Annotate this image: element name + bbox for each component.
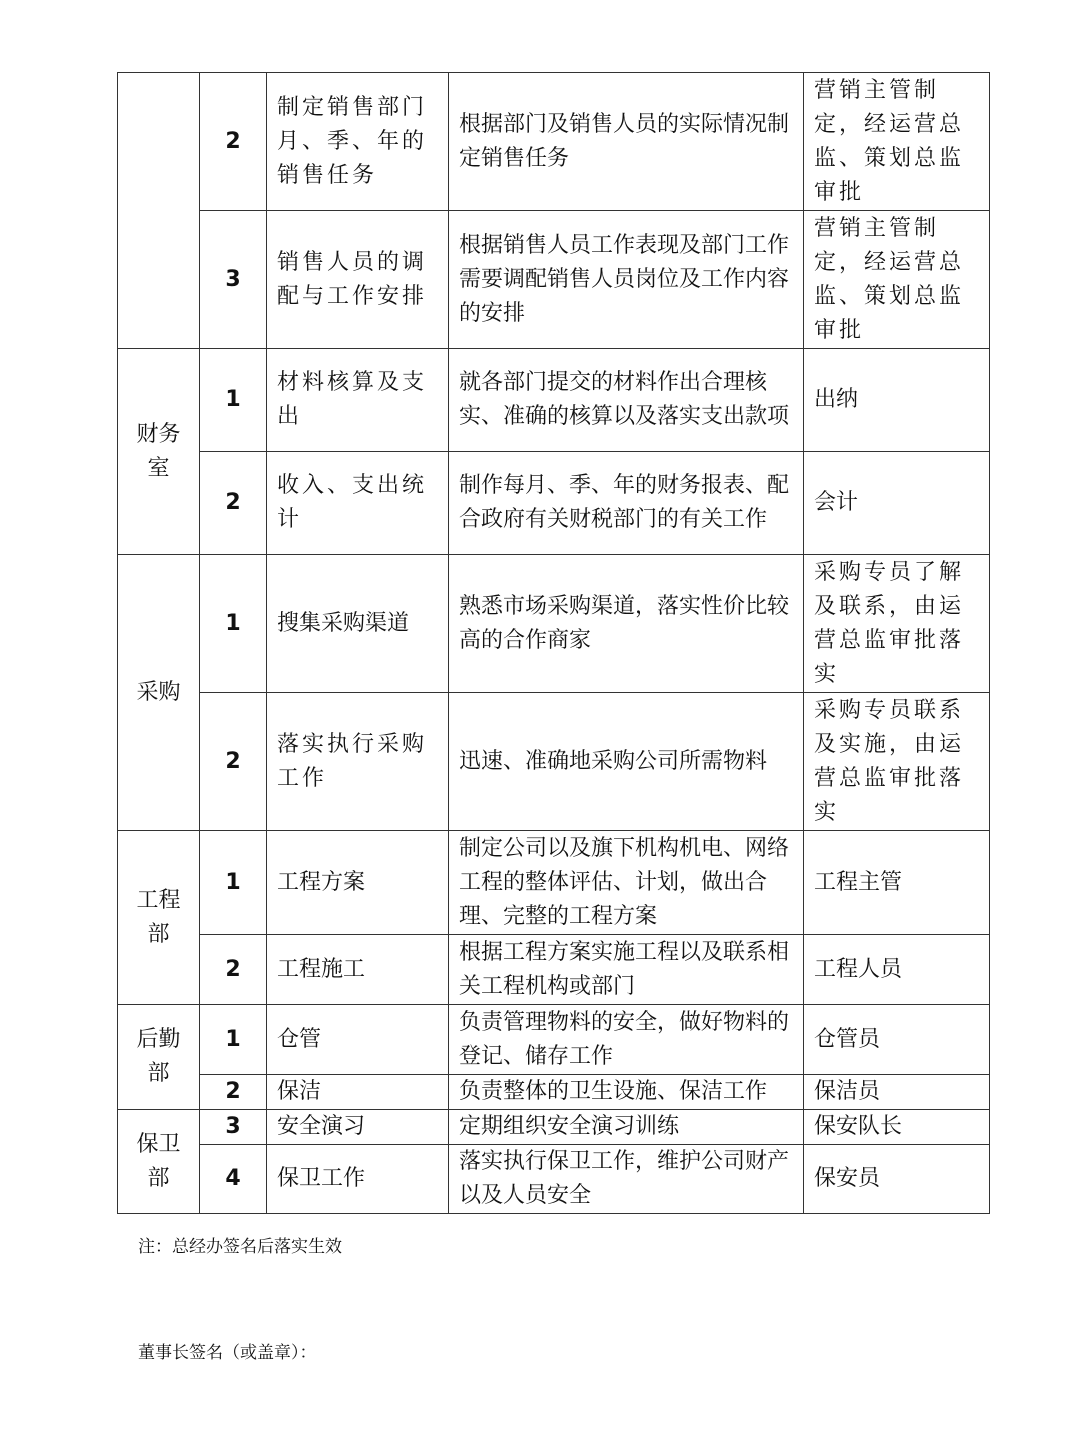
row-number: 4	[200, 1145, 267, 1214]
table-row	[118, 1075, 990, 1110]
dept-cell: 采购	[118, 555, 200, 831]
task-cell: 工程施工	[267, 935, 449, 1005]
responsible-cell: 会计	[804, 452, 990, 555]
responsible-cell: 采购专员联系及实施，由运营总监审批落实	[804, 693, 990, 831]
table-row	[118, 555, 990, 693]
description-cell: 制定公司以及旗下机构机电、网络工程的整体评估、计划，做出合理、完整的工程方案	[449, 831, 804, 935]
description-cell: 迅速、准确地采购公司所需物料	[449, 693, 804, 831]
task-cell: 保洁	[267, 1075, 449, 1110]
task-cell: 搜集采购渠道	[267, 555, 449, 693]
description-cell: 根据部门及销售人员的实际情况制定销售任务	[449, 73, 804, 211]
responsible-cell: 仓管员	[804, 1005, 990, 1075]
row-number: 1	[200, 1005, 267, 1075]
row-number: 2	[200, 693, 267, 831]
row-number: 1	[200, 349, 267, 452]
responsible-cell: 出纳	[804, 349, 990, 452]
task-cell: 工程方案	[267, 831, 449, 935]
table-row	[118, 1145, 990, 1214]
table-row	[118, 349, 990, 452]
description-cell: 就各部门提交的材料作出合理核实、准确的核算以及落实支出款项	[449, 349, 804, 452]
responsible-cell: 保安队长	[804, 1110, 990, 1145]
row-number: 2	[200, 452, 267, 555]
row-number: 2	[200, 1075, 267, 1110]
row-number: 2	[200, 73, 267, 211]
responsible-cell: 营销主管制定，经运营总监、策划总监审批	[804, 73, 990, 211]
table-row	[118, 211, 990, 349]
row-number: 3	[200, 1110, 267, 1145]
description-cell: 制作每月、季、年的财务报表、配合政府有关财税部门的有关工作	[449, 452, 804, 555]
responsible-cell: 工程人员	[804, 935, 990, 1005]
responsibility-table	[117, 72, 990, 1214]
description-cell: 落实执行保卫工作，维护公司财产以及人员安全	[449, 1145, 804, 1214]
task-cell: 收入、支出统计	[267, 452, 449, 555]
table-row	[118, 693, 990, 831]
row-number: 3	[200, 211, 267, 349]
responsible-cell: 营销主管制定，经运营总监、策划总监审批	[804, 211, 990, 349]
dept-cell: 后勤部	[118, 1005, 200, 1110]
dept-cell-sales	[118, 73, 200, 349]
task-cell: 安全演习	[267, 1110, 449, 1145]
footnote: 注：总经办签名后落实生效	[138, 1237, 342, 1257]
dept-cell: 工程部	[118, 831, 200, 1005]
task-cell: 材料核算及支出	[267, 349, 449, 452]
description-cell: 熟悉市场采购渠道，落实性价比较高的合作商家	[449, 555, 804, 693]
row-number: 2	[200, 935, 267, 1005]
table-row	[118, 831, 990, 935]
description-cell: 定期组织安全演习训练	[449, 1110, 804, 1145]
row-number: 1	[200, 831, 267, 935]
table-row	[118, 452, 990, 555]
task-cell: 制定销售部门月、季、年的销售任务	[267, 73, 449, 211]
dept-cell: 财务室	[118, 349, 200, 555]
row-number: 1	[200, 555, 267, 693]
description-cell: 根据工程方案实施工程以及联系相关工程机构或部门	[449, 935, 804, 1005]
task-cell: 落实执行采购工作	[267, 693, 449, 831]
task-cell: 保卫工作	[267, 1145, 449, 1214]
dept-cell: 保卫部	[118, 1110, 200, 1214]
responsible-cell: 保安员	[804, 1145, 990, 1214]
responsible-cell: 保洁员	[804, 1075, 990, 1110]
signature-label: 董事长签名（或盖章）：	[138, 1343, 317, 1363]
table-row	[118, 1005, 990, 1075]
task-cell: 销售人员的调配与工作安排	[267, 211, 449, 349]
description-cell: 负责管理物料的安全，做好物料的登记、储存工作	[449, 1005, 804, 1075]
task-cell: 仓管	[267, 1005, 449, 1075]
table-row	[118, 1110, 990, 1145]
table-row	[118, 935, 990, 1005]
table-row	[118, 73, 990, 211]
responsible-cell: 工程主管	[804, 831, 990, 935]
description-cell: 根据销售人员工作表现及部门工作需要调配销售人员岗位及工作内容的安排	[449, 211, 804, 349]
responsible-cell: 采购专员了解及联系，由运营总监审批落实	[804, 555, 990, 693]
description-cell: 负责整体的卫生设施、保洁工作	[449, 1075, 804, 1110]
